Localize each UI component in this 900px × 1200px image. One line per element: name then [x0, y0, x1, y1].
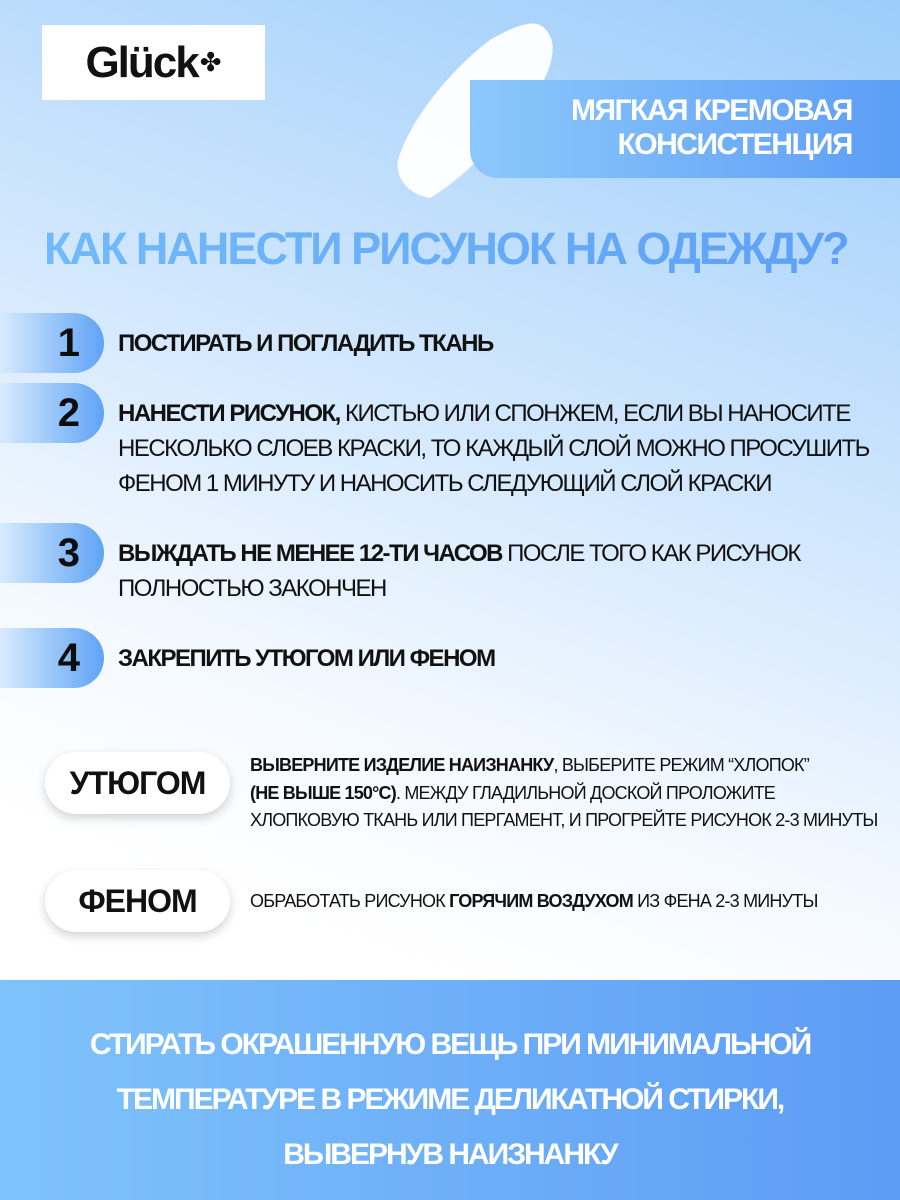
text-run: ИЗ ФЕНА 2-3 МИНУТЫ [632, 891, 818, 911]
feature-badge [470, 80, 900, 178]
method-pill [45, 870, 230, 932]
step-line [118, 536, 878, 571]
text-run: . МЕЖДУ ГЛАДИЛЬНОЙ ДОСКОЙ ПРОЛОЖИТЕ [395, 782, 775, 803]
page-title: КАК НАНЕСТИ РИСУНОК НА ОДЕЖДУ? [44, 222, 874, 276]
step-number: 4 [57, 636, 80, 680]
text-run: ГОРЯЧИМ ВОЗДУХОМ [449, 891, 633, 911]
step-text [118, 641, 878, 676]
washing-note-band [0, 980, 900, 1200]
text-run: ХЛОПКОВУЮ ТКАНЬ ИЛИ ПЕРГАМЕНТ, И ПРОГРЕЙТЕ РИСУНОК 2-3 МИНУТЫ [250, 810, 878, 830]
step-number-tab [0, 313, 104, 373]
method-line [250, 752, 890, 780]
step-number-tab [0, 523, 104, 583]
text-run: ЗАКРЕПИТЬ УТЮГОМ ИЛИ ФЕНОМ [118, 645, 495, 672]
step-line [118, 431, 878, 466]
step-number-tab [0, 383, 104, 443]
text-run: НЕСКОЛЬКО СЛОЕВ КРАСКИ, ТО КАЖДЫЙ СЛОЙ МОЖНО ПРОСУШИТЬ [118, 435, 869, 462]
step-line [118, 571, 878, 606]
method-pill [45, 752, 230, 814]
step-number: 3 [57, 531, 80, 575]
footer-line: ТЕМПЕРАТУРЕ В РЕЖИМЕ ДЕЛИКАТНОЙ СТИРКИ, [116, 1083, 784, 1116]
text-run: КИСТЬЮ ИЛИ СПОНЖЕМ, ЕСЛИ ВЫ НАНОСИТЕ [339, 400, 850, 427]
method-label: УТЮГОМ [69, 764, 206, 801]
step-line [118, 326, 878, 361]
text-run: ПОЛНОСТЬЮ ЗАКОНЧЕН [118, 575, 386, 602]
step-line [118, 466, 878, 501]
step-number: 1 [57, 321, 80, 365]
footer-line: ВЫВЕРНУВ НАИЗНАНКУ [283, 1138, 617, 1171]
text-run: (НЕ ВЫШЕ 150°С) [250, 782, 396, 803]
brand-logo [42, 25, 265, 100]
method-line [250, 807, 890, 835]
text-run: ОБРАБОТАТЬ РИСУНОК [250, 891, 450, 911]
badge-line: МЯГКАЯ КРЕМОВАЯ [571, 94, 852, 127]
text-run: ВЫЖДАТЬ НЕ МЕНЕЕ 12-ТИ ЧАСОВ [118, 540, 502, 567]
text-run: НАНЕСТИ РИСУНОК, [118, 400, 340, 427]
step-number-tab [0, 628, 104, 688]
footer-line: СТИРАТЬ ОКРАШЕННУЮ ВЕЩЬ ПРИ МИНИМАЛЬНОЙ [89, 1028, 811, 1061]
method-description [250, 888, 890, 916]
step-text [118, 396, 878, 501]
step-line [118, 641, 878, 676]
text-run: , ВЫБЕРИТЕ РЕЖИМ “ХЛОПОК” [553, 755, 809, 775]
clover-icon: ✤ [199, 47, 222, 77]
method-label: ФЕНОМ [78, 882, 197, 919]
text-run: ПОСЛЕ ТОГО КАК РИСУНОК [501, 540, 800, 567]
step-number: 2 [57, 391, 80, 435]
step-line [118, 396, 878, 431]
method-description [250, 752, 890, 835]
badge-line: КОНСИСТЕНЦИЯ [617, 128, 852, 161]
text-run: ВЫВЕРНИТЕ ИЗДЕЛИЕ НАИЗНАНКУ [250, 755, 554, 775]
step-text [118, 326, 878, 361]
step-text [118, 536, 878, 606]
logo-text: Glück [85, 37, 198, 87]
text-run: ФЕНОМ 1 МИНУТУ И НАНОСИТЬ СЛЕДУЮЩИЙ СЛОЙ КРАСКИ [118, 470, 772, 497]
method-line [250, 780, 890, 808]
method-line [250, 888, 890, 916]
text-run: ПОСТИРАТЬ И ПОГЛАДИТЬ ТКАНЬ [118, 330, 493, 357]
